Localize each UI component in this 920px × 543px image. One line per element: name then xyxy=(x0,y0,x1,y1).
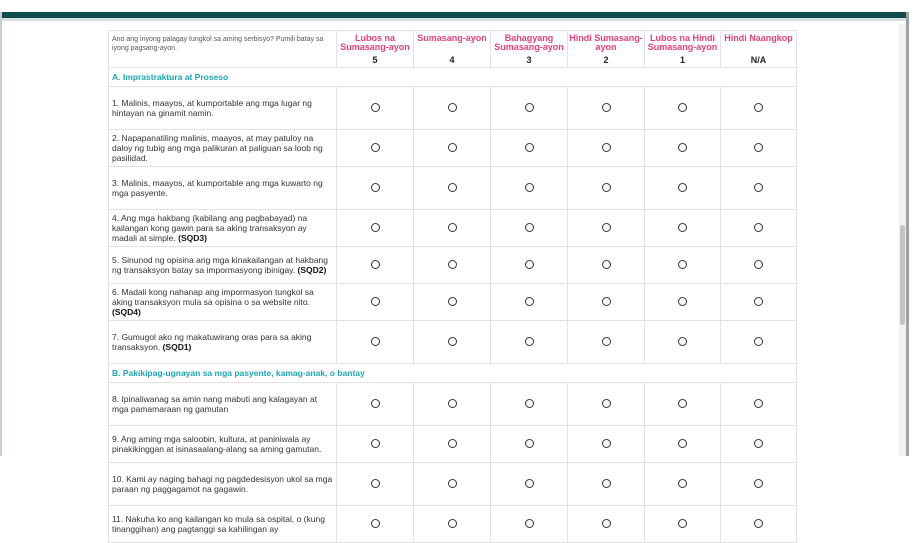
radio-cell xyxy=(337,463,414,506)
rating-radio-button[interactable] xyxy=(678,297,687,306)
radio-cell xyxy=(337,87,414,130)
radio-cell xyxy=(645,321,721,364)
question-row xyxy=(109,87,797,130)
radio-cell xyxy=(414,210,491,247)
rating-radio-button[interactable] xyxy=(754,399,763,408)
rating-radio-button[interactable] xyxy=(525,399,534,408)
radio-cell xyxy=(568,506,645,543)
question-text: 11. Nakuha ko ang kailangan ko mula sa ospital, o (kung tinanggihan) ang pagtanggi sa kahilingan ay xyxy=(112,514,325,534)
radio-cell xyxy=(645,130,721,167)
question-row xyxy=(109,284,797,321)
radio-cell xyxy=(721,167,797,210)
radio-cell xyxy=(414,130,491,167)
rating-radio-button[interactable] xyxy=(371,183,380,192)
option-header-3 xyxy=(491,31,568,68)
option-header-2 xyxy=(568,31,645,68)
radio-cell xyxy=(645,284,721,321)
radio-cell xyxy=(337,426,414,463)
radio-cell xyxy=(491,383,568,426)
option-header-1 xyxy=(645,31,721,68)
rating-radio-button[interactable] xyxy=(448,519,457,528)
rating-radio-button[interactable] xyxy=(448,439,457,448)
rating-radio-button[interactable] xyxy=(602,519,611,528)
radio-cell xyxy=(414,506,491,543)
rating-radio-button[interactable] xyxy=(602,223,611,232)
section-title: B. Pakikipag-ugnayan sa mga pasyente, kamag-anak, o bantay xyxy=(109,364,797,383)
question-row xyxy=(109,426,797,463)
question-cell xyxy=(109,210,337,247)
radio-cell xyxy=(491,506,568,543)
radio-cell xyxy=(337,167,414,210)
rating-radio-button[interactable] xyxy=(602,260,611,269)
radio-cell xyxy=(645,210,721,247)
rating-radio-button[interactable] xyxy=(371,519,380,528)
rating-radio-button[interactable] xyxy=(754,103,763,112)
option-label: Bahagyang Sumasang-ayon xyxy=(494,33,564,52)
rating-radio-button[interactable] xyxy=(525,337,534,346)
question-text: 9. Ang aming mga saloobin, kultura, at paniniwala ay pinakikinggan at isinasaalang-alang sa aming gamutan. xyxy=(112,434,322,454)
rating-radio-button[interactable] xyxy=(371,143,380,152)
radio-cell xyxy=(645,506,721,543)
question-code-tag: (SQD2) xyxy=(297,265,327,275)
rating-radio-button[interactable] xyxy=(448,479,457,488)
question-cell xyxy=(109,130,337,167)
rating-radio-button[interactable] xyxy=(448,399,457,408)
question-row xyxy=(109,167,797,210)
radio-cell xyxy=(721,210,797,247)
rating-radio-button[interactable] xyxy=(448,223,457,232)
radio-cell xyxy=(721,463,797,506)
section-title: A. Imprastraktura at Proseso xyxy=(109,68,797,87)
rating-radio-button[interactable] xyxy=(448,297,457,306)
survey-table xyxy=(108,30,797,543)
radio-cell xyxy=(491,463,568,506)
section-row xyxy=(109,364,797,383)
radio-cell xyxy=(414,247,491,284)
rating-radio-button[interactable] xyxy=(754,223,763,232)
question-row xyxy=(109,247,797,284)
rating-radio-button[interactable] xyxy=(678,260,687,269)
radio-cell xyxy=(721,87,797,130)
question-row xyxy=(109,321,797,364)
question-code-tag: (SQD1) xyxy=(162,342,192,352)
option-label: Hindi Naangkop xyxy=(724,33,793,43)
radio-cell xyxy=(337,247,414,284)
rating-radio-button[interactable] xyxy=(525,439,534,448)
radio-cell xyxy=(645,383,721,426)
window-right-edge xyxy=(906,12,909,456)
rating-radio-button[interactable] xyxy=(525,519,534,528)
rating-radio-button[interactable] xyxy=(525,103,534,112)
question-text: 2. Napapanatiling malinis, maayos, at may patuloy na daloy ng tubig ang mga palikuran at paliguan sa loob ng pasilidad. xyxy=(112,133,323,163)
rating-radio-button[interactable] xyxy=(678,103,687,112)
radio-cell xyxy=(721,383,797,426)
rating-radio-button[interactable] xyxy=(754,439,763,448)
radio-cell xyxy=(568,284,645,321)
radio-cell xyxy=(645,463,721,506)
section-row xyxy=(109,68,797,87)
radio-cell xyxy=(337,284,414,321)
radio-cell xyxy=(414,426,491,463)
question-cell xyxy=(109,167,337,210)
question-text: 4. Ang mga hakbang (kabilang ang pagbabayad) na kailangan kong gawin para sa aking transaksyon ay madali at simple. xyxy=(112,213,308,243)
rating-radio-button[interactable] xyxy=(371,103,380,112)
rating-radio-button[interactable] xyxy=(602,103,611,112)
radio-cell xyxy=(568,463,645,506)
rating-radio-button[interactable] xyxy=(754,143,763,152)
rating-radio-button[interactable] xyxy=(678,143,687,152)
option-label: Hindi Sumasang-ayon xyxy=(569,33,643,52)
rating-radio-button[interactable] xyxy=(448,183,457,192)
rating-radio-button[interactable] xyxy=(754,260,763,269)
radio-cell xyxy=(568,210,645,247)
option-header-4 xyxy=(414,31,491,68)
top-bar-shadow xyxy=(0,18,908,21)
radio-cell xyxy=(568,247,645,284)
question-text: 1. Malinis, maayos, at kumportable ang mga lugar ng hintayan na ginamit namin. xyxy=(112,98,312,118)
radio-cell xyxy=(414,321,491,364)
radio-cell xyxy=(721,247,797,284)
radio-cell xyxy=(491,167,568,210)
rating-radio-button[interactable] xyxy=(371,260,380,269)
question-cell xyxy=(109,426,337,463)
option-label: Lubos na Sumasang-ayon xyxy=(340,33,410,52)
option-score: N/A xyxy=(750,55,767,65)
question-row xyxy=(109,210,797,247)
question-row xyxy=(109,506,797,543)
option-header-5 xyxy=(337,31,414,68)
radio-cell xyxy=(568,87,645,130)
radio-cell xyxy=(337,506,414,543)
rating-radio-button[interactable] xyxy=(754,519,763,528)
rating-radio-button[interactable] xyxy=(525,260,534,269)
rating-radio-button[interactable] xyxy=(525,223,534,232)
question-text: 5. Sinunod ng opisina ang mga kinakailangan at hakbang ng transaksyon batay sa impormasyong ibinigay. xyxy=(112,255,328,275)
option-label: Lubos na Hindi Sumasang-ayon xyxy=(647,33,718,52)
rating-radio-button[interactable] xyxy=(371,399,380,408)
rating-radio-button[interactable] xyxy=(371,479,380,488)
question-cell xyxy=(109,463,337,506)
question-text: 3. Malinis, maayos, at kumportable ang mga kuwarto ng mga pasyente. xyxy=(112,178,323,198)
question-code-tag: (SQD4) xyxy=(112,307,141,317)
rating-radio-button[interactable] xyxy=(525,143,534,152)
radio-cell xyxy=(491,426,568,463)
option-header-na xyxy=(721,31,797,68)
option-score: 4 xyxy=(449,55,455,65)
radio-cell xyxy=(337,321,414,364)
question-text: 10. Kami ay naging bahagi ng pagdedesisyon ukol sa mga paraan ng paggagamot na gagawin. xyxy=(112,474,333,494)
radio-cell xyxy=(645,247,721,284)
rating-radio-button[interactable] xyxy=(602,337,611,346)
rating-radio-button[interactable] xyxy=(602,439,611,448)
rating-radio-button[interactable] xyxy=(754,479,763,488)
radio-cell xyxy=(721,506,797,543)
radio-cell xyxy=(491,130,568,167)
question-code-tag: (SQD3) xyxy=(178,233,207,243)
radio-cell xyxy=(568,167,645,210)
radio-cell xyxy=(337,210,414,247)
radio-cell xyxy=(491,210,568,247)
rating-radio-button[interactable] xyxy=(602,143,611,152)
question-cell xyxy=(109,284,337,321)
question-text: 8. Ipinaliwanag sa amin nang mabuti ang kalagayan at mga pamamaraan ng gamutan xyxy=(112,394,318,414)
radio-cell xyxy=(491,321,568,364)
rating-radio-button[interactable] xyxy=(678,439,687,448)
radio-cell xyxy=(414,87,491,130)
option-score: 1 xyxy=(679,55,685,65)
rating-radio-button[interactable] xyxy=(678,337,687,346)
window-left-edge xyxy=(0,12,2,456)
rating-radio-button[interactable] xyxy=(754,183,763,192)
radio-cell xyxy=(568,383,645,426)
rating-radio-button[interactable] xyxy=(448,103,457,112)
radio-cell xyxy=(414,383,491,426)
question-cell xyxy=(109,87,337,130)
rating-radio-button[interactable] xyxy=(678,479,687,488)
question-cell xyxy=(109,383,337,426)
rating-radio-button[interactable] xyxy=(754,337,763,346)
question-row xyxy=(109,383,797,426)
rating-radio-button[interactable] xyxy=(602,297,611,306)
rating-radio-button[interactable] xyxy=(448,260,457,269)
rating-radio-button[interactable] xyxy=(371,337,380,346)
option-score: 5 xyxy=(372,55,378,65)
rating-radio-button[interactable] xyxy=(371,297,380,306)
radio-cell xyxy=(414,167,491,210)
question-text: 7. Gumugol ako ng makatuwirang oras para sa aking transaksyon. xyxy=(112,332,312,352)
radio-cell xyxy=(568,426,645,463)
radio-cell xyxy=(721,284,797,321)
rating-radio-button[interactable] xyxy=(602,399,611,408)
question-row xyxy=(109,463,797,506)
rating-radio-button[interactable] xyxy=(525,479,534,488)
rating-radio-button[interactable] xyxy=(602,479,611,488)
rating-radio-button[interactable] xyxy=(371,439,380,448)
question-row xyxy=(109,130,797,167)
radio-cell xyxy=(568,130,645,167)
radio-cell xyxy=(337,130,414,167)
question-cell xyxy=(109,321,337,364)
question-text: 6. Madali kong nahanap ang impormasyon tungkol sa aking transaksyon mula sa opisina o sa website nito. xyxy=(112,287,314,307)
rating-radio-button[interactable] xyxy=(678,183,687,192)
radio-cell xyxy=(568,321,645,364)
rating-radio-button[interactable] xyxy=(754,297,763,306)
option-score: 3 xyxy=(526,55,532,65)
radio-cell xyxy=(721,130,797,167)
radio-cell xyxy=(721,426,797,463)
rating-radio-button[interactable] xyxy=(602,183,611,192)
question-cell xyxy=(109,247,337,284)
question-header: Ano ang inyong palagay tungkol sa aming serbisyo? Pumili batay sa iyong pagsang-ayon. xyxy=(109,31,337,68)
option-label: Sumasang-ayon xyxy=(417,33,487,43)
radio-cell xyxy=(491,247,568,284)
survey-header-row xyxy=(109,31,797,68)
rating-radio-button[interactable] xyxy=(448,337,457,346)
rating-radio-button[interactable] xyxy=(678,399,687,408)
rating-radio-button[interactable] xyxy=(525,183,534,192)
rating-radio-button[interactable] xyxy=(525,297,534,306)
rating-radio-button[interactable] xyxy=(371,223,380,232)
option-score: 2 xyxy=(603,55,609,65)
rating-radio-button[interactable] xyxy=(678,519,687,528)
question-cell xyxy=(109,506,337,543)
radio-cell xyxy=(491,87,568,130)
vertical-scrollbar-thumb[interactable] xyxy=(900,225,905,325)
rating-radio-button[interactable] xyxy=(678,223,687,232)
radio-cell xyxy=(491,284,568,321)
radio-cell xyxy=(414,463,491,506)
radio-cell xyxy=(645,87,721,130)
radio-cell xyxy=(414,284,491,321)
radio-cell xyxy=(337,383,414,426)
radio-cell xyxy=(645,426,721,463)
rating-radio-button[interactable] xyxy=(448,143,457,152)
radio-cell xyxy=(721,321,797,364)
radio-cell xyxy=(645,167,721,210)
